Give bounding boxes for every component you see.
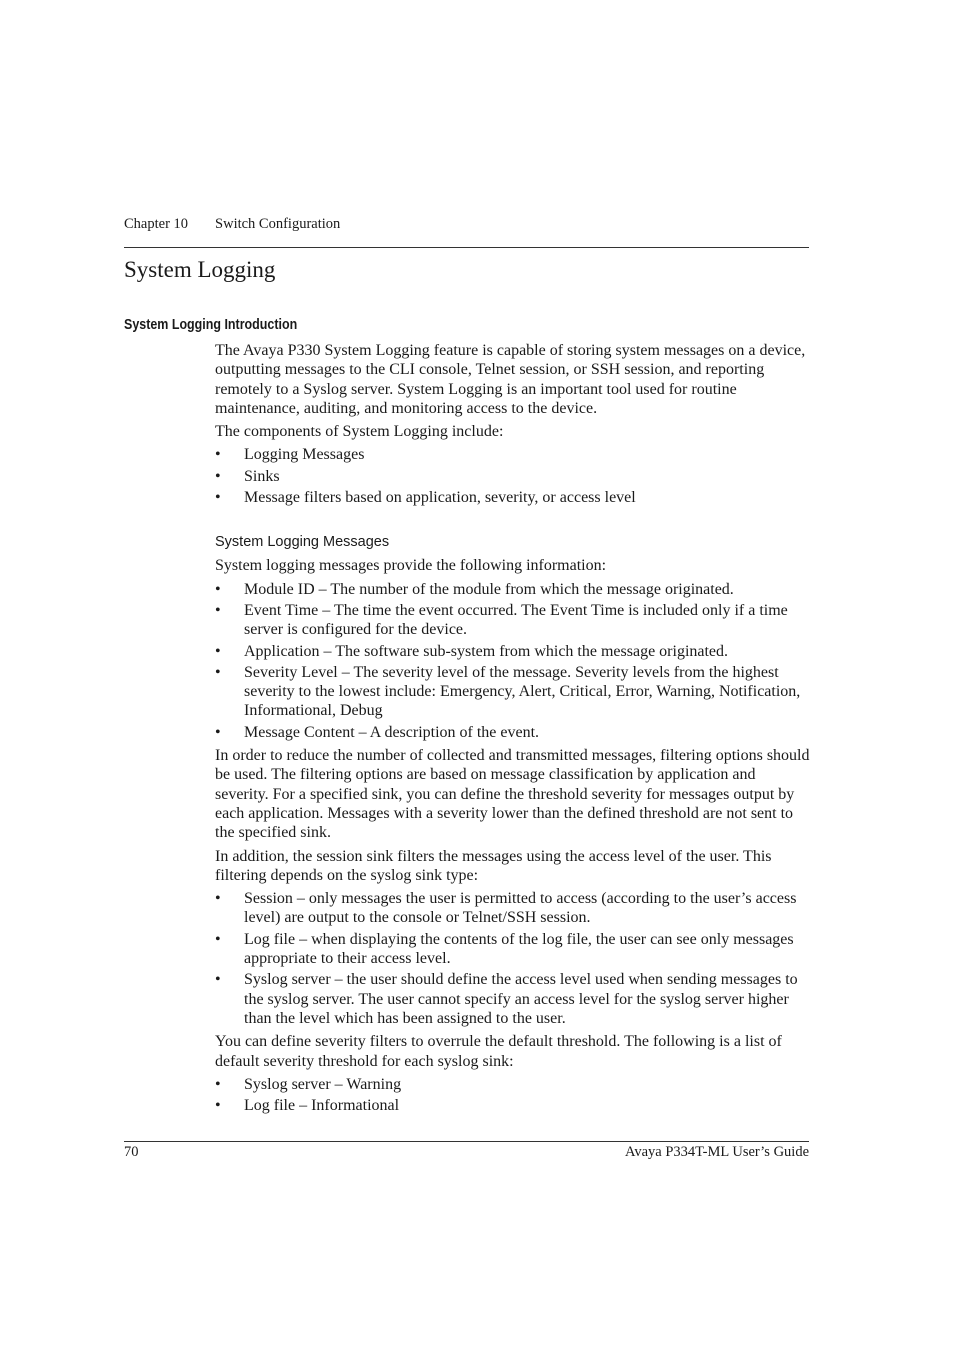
list-item: • Application – The software sub-system from which the message originated.: [215, 642, 811, 661]
list-item: • Message Content – A description of the event.: [215, 723, 811, 742]
sink-types-list: [215, 889, 811, 1028]
intro-paragraph: The Avaya P330 System Logging feature is capable of storing system messages on a device, outputting messages to the CLI console, Telnet session, or SSH session, and reporting remotely to a Syslog server. System Logging is an important tool used for routine maintenance, auditing, and monitoring access to the device.: [215, 342, 806, 417]
list-item: • Log file – Informational: [215, 1096, 811, 1115]
list-item: • Syslog server – the user should define the access level used when sending messages to the syslog server. The user cannot specify an access level for the syslog server higher than the level which has been assigned to the user.: [215, 970, 811, 1028]
components-intro: The components of System Logging include:: [215, 423, 504, 441]
page-number: 70: [124, 1144, 139, 1160]
page-title: System Logging: [124, 257, 276, 282]
chapter-name: Switch Configuration: [215, 216, 341, 232]
body-text: [215, 341, 811, 1119]
footer-rule: [124, 1141, 809, 1142]
list-item: • Log file – when displaying the contents of the log file, the user can see only messages appropriate to their access level.: [215, 930, 811, 969]
session-paragraph: In addition, the session sink filters the messages using the access level of the user. This filtering depends on the syslog sink type:: [215, 847, 772, 884]
components-list: [215, 445, 811, 507]
guide-title: Avaya P334T-ML User’s Guide: [624, 1144, 809, 1160]
section-heading: System Logging Introduction: [124, 317, 298, 333]
running-header: [124, 216, 340, 233]
severity-paragraph: You can define severity filters to overrule the default threshold. The following is a list of default severity threshold for each syslog sink:: [215, 1033, 782, 1070]
messages-heading: System Logging Messages: [215, 534, 390, 551]
messages-intro: System logging messages provide the following information:: [215, 557, 607, 575]
list-item: • Severity Level – The severity level of the message. Severity levels from the highest severity to the lowest include: Emergency, Alert, Critical, Error, Warning, Notification, Informational, Debug: [215, 663, 811, 721]
list-item: • Session – only messages the user is permitted to access (according to the user’s access level) are output to the console or Telnet/SSH session.: [215, 889, 811, 928]
header-rule: [124, 247, 809, 248]
list-item: • Sinks: [215, 467, 811, 486]
list-item: • Message filters based on application, severity, or access level: [215, 488, 811, 507]
list-item: • Event Time – The time the event occurred. The Event Time is included only if a time server is configured for the device.: [215, 601, 811, 640]
filter-paragraph: In order to reduce the number of collected and transmitted messages, filtering options should be used. The filtering options are based on message classification by application and severity. For a specified sink, you can define the threshold severity for messages output by each application. Messages with a severity lower than the defined threshold are not sent to the specified sink.: [215, 747, 810, 842]
default-thresholds-list: [215, 1075, 811, 1116]
message-fields-list: [215, 580, 811, 742]
list-item: • Logging Messages: [215, 445, 811, 464]
list-item: • Module ID – The number of the module from which the message originated.: [215, 580, 811, 599]
chapter-label: Chapter 10: [124, 216, 189, 232]
list-item: • Syslog server – Warning: [215, 1075, 811, 1094]
